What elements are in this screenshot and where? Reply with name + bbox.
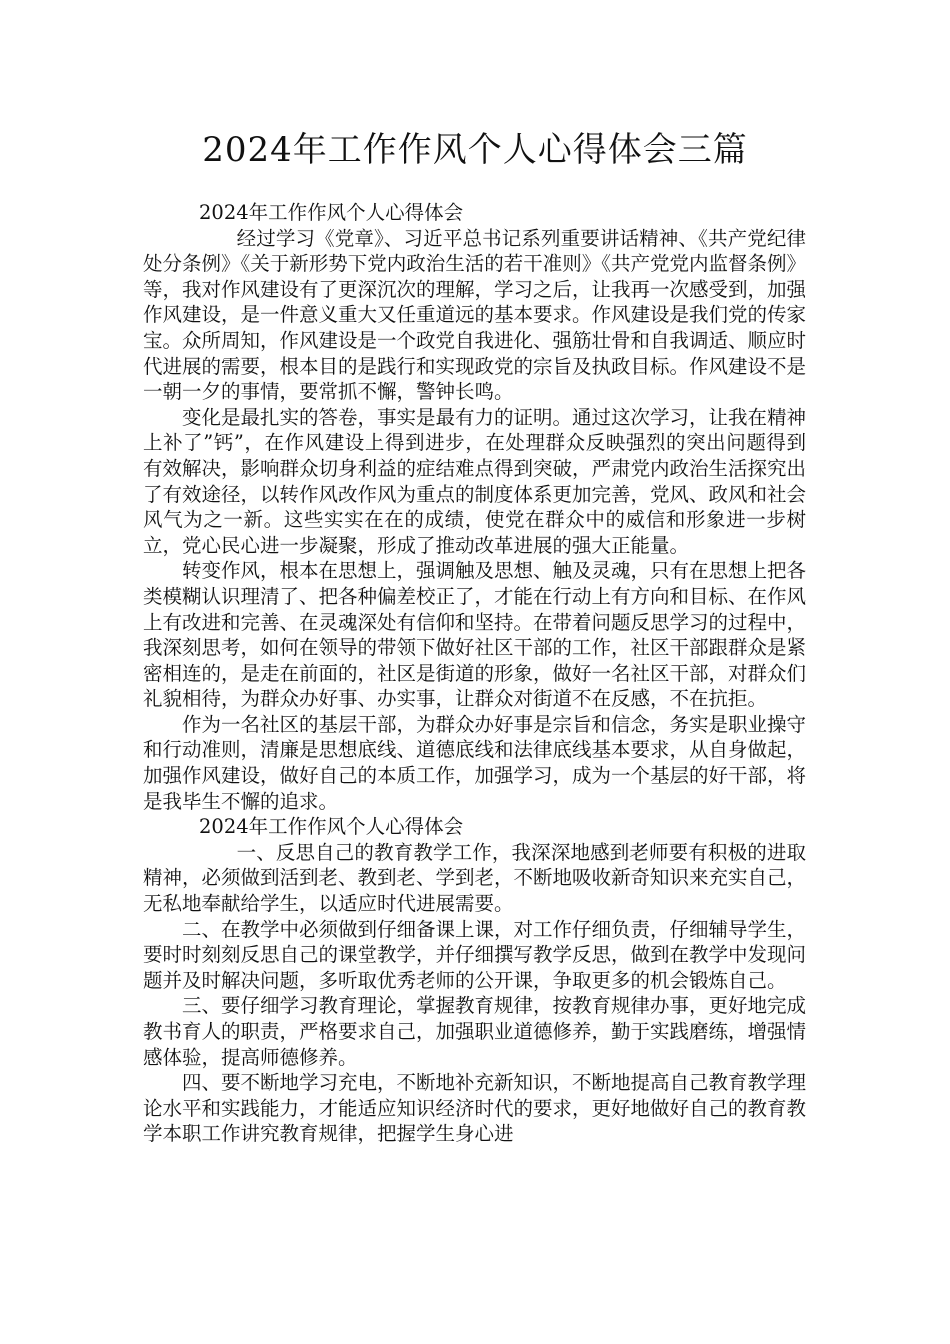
paragraph: 转变作风，根本在思想上，强调触及思想、触及灵魂，只有在思想上把各类模糊认识理清了、把各种偏差校正了，才能在行动上有方向和目标、在作风上有改进和完善、在灵魂深处有信仰和坚持。在带着问题反思学习的过程中，我深刻思考，如何在领导的带领下做好社区干部的工作，社区干部跟群众是紧密相连的，是走在前面的，社区是街道的形象，做好一名社区干部，对群众们礼貌相待，为群众办好事、办实事，让群众对街道不在反感，不在抗拒。 xyxy=(143,559,807,711)
paragraph: 二、在教学中必须做到仔细备课上课，对工作仔细负责，仔细辅导学生，要时时刻刻反思自己的课堂教学，并仔细撰写教学反思，做到在教学中发现问题并及时解决问题，多听取优秀老师的公开课，争取更多的机会锻炼自己。 xyxy=(143,917,807,992)
document-body xyxy=(143,200,806,1147)
paragraph: 作为一名社区的基层干部，为群众办好事是宗旨和信念，务实是职业操守和行动准则，清廉是思想底线、道德底线和法律底线基本要求，从自身做起，加强作风建设，做好自己的本质工作，加强学习，成为一个基层的好干部，将是我毕生不懈的追求。 xyxy=(143,712,807,813)
document-title: 2024年工作作风个人心得体会三篇 xyxy=(202,130,748,170)
paragraph: 三、要仔细学习教育理论，掌握教育规律，按教育规律办事，更好地完成教书育人的职责，严格要求自己，加强职业道德修养，勤于实践磨练，增强情感体验，提高师德修养。 xyxy=(143,994,807,1069)
paragraph: 一、反思自己的教育教学工作，我深深地感到老师要有积极的进取精神，必须做到活到老、教到老、学到老，不断地吸收新奇知识来充实自己，无私地奉献给学生，以适应时代进展需要。 xyxy=(143,840,807,916)
paragraph: 四、要不断地学习充电，不断地补充新知识，不断地提高自己教育教学理论水平和实践能力，才能适应知识经济时代的要求，更好地做好自己的教育教学本职工作讲究教育规律，把握学生身心进 xyxy=(143,1071,807,1146)
paragraph: 变化是最扎实的答卷，事实是最有力的证明。通过这次学习，让我在精神上补了”钙”，在作风建设上得到进步，在处理群众反映强烈的突出问题得到有效解决，影响群众切身利益的症结难点得到突破，严肃党内政治生活探究出了有效途径，以转作风改作风为重点的制度体系更加完善，党风、政风和社会风气为之一新。这些实实在在的成绩，使党在群众中的威信和形象进一步树立，党心民心进一步凝聚，形成了推动改革进展的强大正能量。 xyxy=(143,405,807,557)
section-heading: 2024年工作作风个人心得体会 xyxy=(199,201,464,224)
paragraph: 经过学习《党章》、习近平总书记系列重要讲话精神、《共产党纪律处分条例》《关于新形势下党内政治生活的若干准则》《共产党党内监督条例》等，我对作风建设有了更深沉次的理解，学习之后，让我再一次感受到，加强作风建设，是一件意义重大又任重道远的基本要求。作风建设是我们党的传家宝。众所周知，作风建设是一个政党自我进化、强筋壮骨和自我调适、顺应时代进展的需要，根本目的是践行和实现政党的宗旨及执政目标。作风建设不是一朝一夕的事情，要常抓不懈，警钟长鸣。 xyxy=(143,226,807,404)
section-heading: 2024年工作作风个人心得体会 xyxy=(199,815,464,839)
